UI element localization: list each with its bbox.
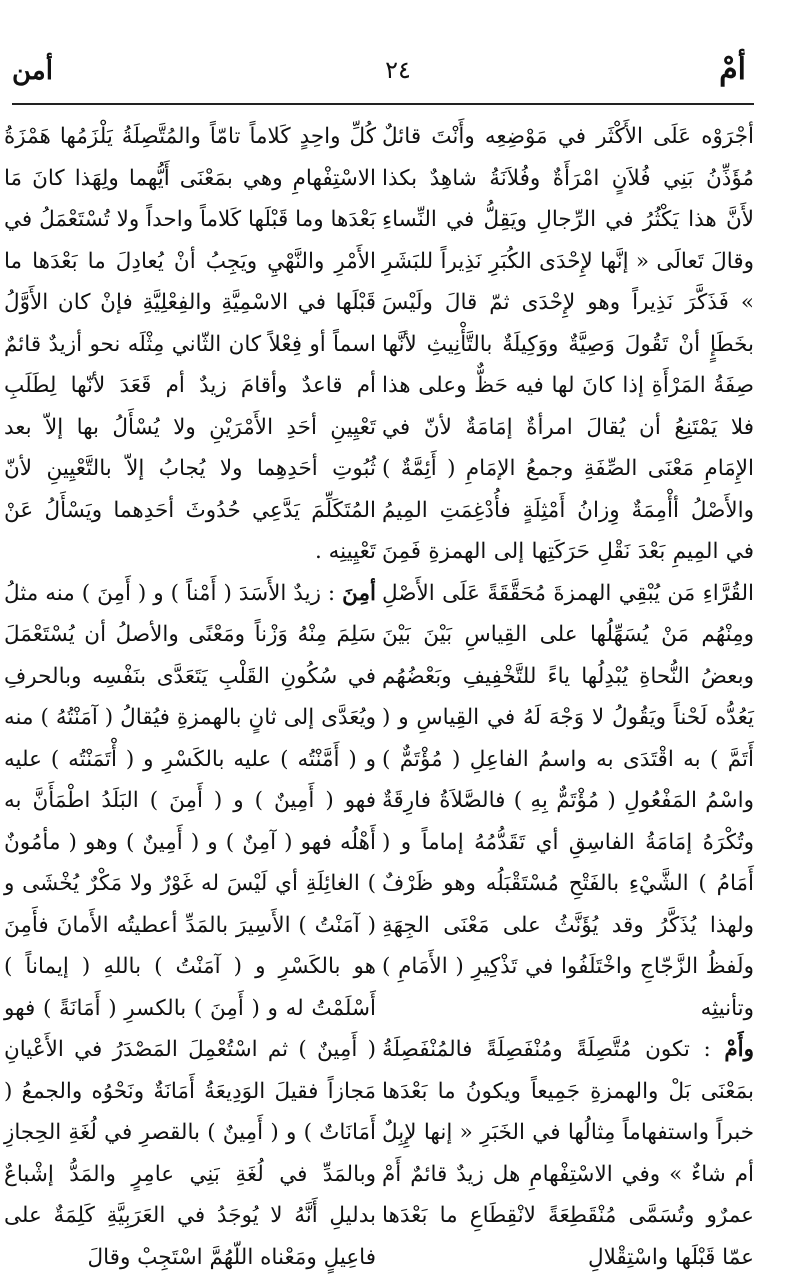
entry-text-amin: : زيدٌ الأَسَدَ ( أَمْناً ) و ( أَمِنَ ) منه مثلُ سَلِمَ مِنْهُ وَزْناً ومَعْنًى والأصلُ أن يُسْتَعْمَلَ في سُكُونِ القَلْبِ يَتَعَدَّى بنَفْسِه وبالحرفِ ويُعَدَّى إلى ثانٍ بالهمزةِ فيُقالُ ( آمَنْتُهُ ) منه و ( أَمَّنْتُه ) عليه بالكَسْرِ و ( أْتَمَنْتُه ) عليه فهو ( أَمِينٌ ) و ( أَمِنَ ) البَلَدُ اطْمَأَنَّ به أَهْلُه فهو ( آمِنٌ ) و ( أَمِينٌ ) وهو ( مأمُونٌ ) الغائِلَةِ أي لَيْسَ له غَوْرٌ ولا مَكْرٌ يُخْشَى و ( آمَنْتُ ) الأَسِيرَ بالمَدِّ أعطيتُه الأَمانَ فأَمِنَ هو بالكَسْرِ و ( آمَنْتُ ) باللهِ ( إيماناً ) أَسْلَمْتُ له و ( أَمِنَ ) بالكسرِ ( أَمَانَةً ) فهو ( أَمِينٌ ) ثم اسْتُعْمِلَ المَصْدَرُ في الأَعْيانِ مَجازاً فقيلَ الوَدِيعَةُ أَمَانَةٌ ونَحْوُه والجمعُ ( أَمَانَاتٌ ) و ( أَمِينٌ ) بالقصرِ في لُغَةِ الحِجازِ وبالمَدِّ في لُغَةِ بَنِي عامِرٍ والمَدُّ إشْباعٌ بدليلِ أَنَّهُ لا يُوجَدُ في العَرَبِيَّةِ كَلِمَةٌ على فاعِيلٍ ومَعْناه اللّهُمَّ اسْتَجِبْ وقالَ <box>4 581 376 1270</box>
left-column <box>4 116 376 1196</box>
page-number: ٢٤ <box>0 56 796 84</box>
right-column <box>382 116 754 1196</box>
headword-right: أمْ <box>719 52 746 87</box>
page-header <box>0 52 796 102</box>
header-rule <box>12 103 754 105</box>
headword-left: أمن <box>12 56 53 86</box>
entry-text-amm: : تكون مُتَّصِلَةً ومُنْفَصِلَةً فالمُنْفَصِلَةُ بمَعْنَى بَلْ والهمزةِ جَمِيعاً ويكونُ ما بَعْدَها خبراً واستفهاماً مِثالُها في الخَبَرِ « إنها لإِبِلٌ أم شاءٌ » وفي الاسْتِفْهامِ هل زيدٌ قائمٌ أَمْ عمرٌو وتُسَمَّى مُنْقَطِعَةً لانْقِطَاعِ ما بَعْدَها عمّا قَبْلَها واسْتِقْلالِ <box>382 1037 754 1270</box>
entry-amm <box>382 1029 754 1278</box>
entry-amin <box>4 573 376 1278</box>
entry-continuation: أجْرَوْه عَلَى الأَكْثَر في مَوْضِعِه وأَنْتَ قائلٌ مُؤَذِّنُ بَنِي فُلاَنٍ امْرَأَةٌ وفُلاَنَةُ شاهِدٌ بكذا لأَنَّ هذا يَكْثُرُ في الرِّجالِ ويَقِلُّ في النِّساءِ وقالَ تَعالَى « إنَّها لإِحْدَى الكُبَرِ نَذِيراً للبَشَرِ » فَذَكَّرَ نَذِيراً وهو لإِحْدَى ثمّ قالَ ولَيْسَ بخَطَإٍ أنْ تَقُولَ وَصِيَّةٌ ووَكِيلَةٌ بالتَّأْنِيثِ لأنَّها صِفَةُ المَرْأَةِ إذا كانَ لها فيه حَظٌّ وعلى هذا فلا يَمْتَنِعُ أن يُقالَ امرأةٌ إمَامَةٌ لأنّ في الإِمَامِ مَعْنَى الصِّفَةِ وجمعُ الإمَامِ ( أَئِمَّةٌ ) والأَصْلُ أأْمِمَةٌ وِزانُ أَمْثِلَةٍ فأُدْغِمَتِ المِيمُ في المِيمِ بَعْدَ نَقْلِ حَرَكَتِها إلى الهمزةِ فَمِنَ القُرَّاءِ مَن يُبْقِي الهمزةَ مُحَقَّقَةً عَلَى الأَصْلِ ومِنْهُم مَنْ يُسَهِّلُها على القِياسِ بَيْنَ بَيْنَ وبعضُ النُّحاةِ يُبْدِلُها ياءً للتَّخْفِيفِ وبَعْضُهُم يَعُدُّه لَحْناً ويَقُولُ لا وَجْهَ لَهُ في القِياسِ و ( أَتَمَّ ) به اقْتَدَى به واسمُ الفاعِلِ ( مُؤْتَمٌّ ) واسْمُ المَفْعُولِ ( مُؤْتَمٌّ بِهِ ) فالصَّلاَةُ فارِقَةٌ وتُكْرَهُ إمَامَةُ الفاسِقِ أي تَقَدُّمُهُ إماماً و ( أَمَامُ ) الشَّيْءِ بالفَتْحِ مُسْتَقْبَلُه وهو ظَرْفٌ ولهذا يُذَكَّرُ وقد يُؤَنَّثُ على مَعْنَى الجِهَةِ ولَفظُ الزَّجّاجِ واخْتَلَفُوا في تَذْكِيرِ ( الأَمَامِ ) وتأنيثِه <box>382 116 754 1029</box>
entry-continuation-left: كُلِّ واحِدٍ كَلاماً تامّاً والمُتَّصِلَةُ يَلْزَمُها هَمْزَةُ الاسْتِفْهامِ وهي بمَعْنَى أَيُّهما ولِهَذا كانَ مَا بَعْدَها وما قَبْلَها كَلاماً واحداً ولا تُسْتَعْمَلُ في الأَمْرِ والنَّهْيِ ويَجِبُ أنْ يُعادِلَ ما بَعْدَها ما قَبْلَها في الاسْمِيَّةِ والفِعْلِيَّةِ فإنْ كان الأَوَّلُ اسماً أو فِعْلاً كان الثّاني مِثْلَه نحو أزيدٌ قائمٌ أم قاعدٌ وأقامَ زيدٌ أم قَعَدَ لأنّها لِطَلَبِ تَعْيِينِ أحَدِ الأَمْرَيْنِ ولا يُسْأَلُ بها إلاّ بعد ثُبُوتِ أحَدِهِما ولا يُجابُ إلاّ بالتَّعْيِينِ لأنّ المُتَكَلِّمَ يَدَّعِي حُدُوثَ أحَدِهما ويَسْأَلُ عَنْ تَعْيِينِه . <box>4 116 376 573</box>
entry-headword-amm: وأَمْ <box>724 1037 754 1062</box>
entry-headword-amin: أمِنَ <box>342 581 376 606</box>
